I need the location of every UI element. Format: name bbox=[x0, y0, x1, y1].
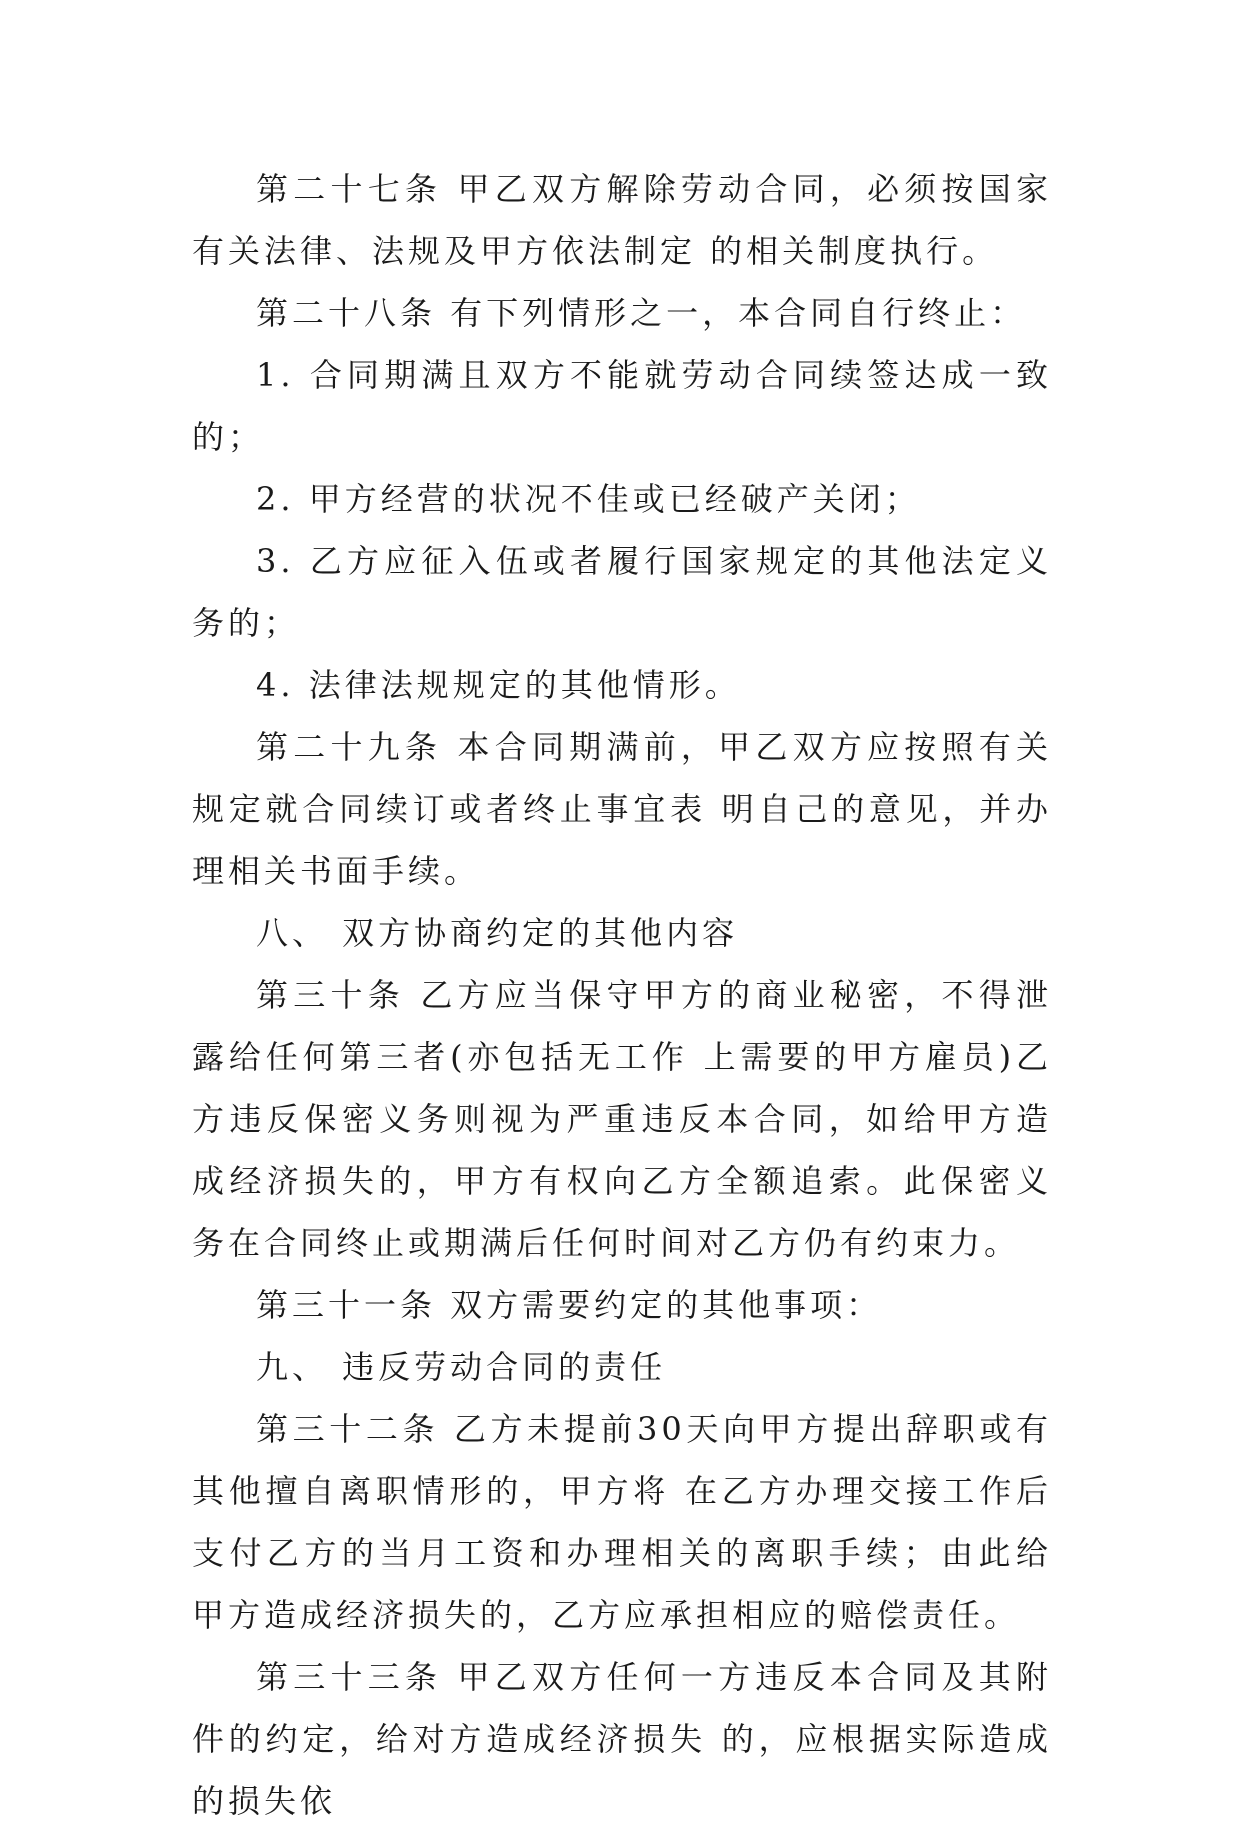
article-32: 第三十二条 乙方未提前30天向甲方提出辞职或有其他擅自离职情形的，甲方将 在乙方办理交接工作后支付乙方的当月工资和办理相关的离职手续；由此给甲方造成经济损失的，乙方应承担相应的赔偿责任。 bbox=[192, 1410, 1052, 1634]
article-28-item-3: 3. 乙方应征入伍或者履行国家规定的其他法定义务的； bbox=[192, 542, 1052, 642]
article-29: 第二十九条 本合同期满前，甲乙双方应按照有关规定就合同续订或者终止事宜表 明自己的意见，并办理相关书面手续。 bbox=[192, 728, 1052, 890]
article-31: 第三十一条 双方需要约定的其他事项： bbox=[256, 1286, 883, 1324]
article-28-item-4: 4. 法律法规规定的其他情形。 bbox=[256, 666, 741, 704]
section-9-heading: 九、 违反劳动合同的责任 bbox=[256, 1348, 667, 1386]
article-30: 第三十条 乙方应当保守甲方的商业秘密，不得泄露给任何第三者(亦包括无工作 上需要的甲方雇员)乙方违反保密义务则视为严重违反本合同，如给甲方造成经济损失的，甲方有权向乙方全额追索。此保密义务在合同终止或期满后任何时间对乙方仍有约束力。 bbox=[192, 976, 1052, 1262]
article-28-item-1: 1. 合同期满且双方不能就劳动合同续签达成一致的； bbox=[192, 356, 1052, 456]
section-8-heading: 八、 双方协商约定的其他内容 bbox=[256, 914, 739, 952]
article-27: 第二十七条 甲乙双方解除劳动合同，必须按国家有关法律、法规及甲方依法制定 的相关制度执行。 bbox=[192, 170, 1052, 270]
article-33: 第三十三条 甲乙双方任何一方违反本合同及其附件的约定，给对方造成经济损失 的，应根据实际造成的损失依 bbox=[192, 1658, 1052, 1820]
document-body bbox=[192, 158, 1052, 1832]
article-28: 第二十八条 有下列情形之一，本合同自行终止： bbox=[256, 294, 1027, 332]
article-28-item-2: 2. 甲方经营的状况不佳或已经破产关闭； bbox=[256, 480, 921, 518]
